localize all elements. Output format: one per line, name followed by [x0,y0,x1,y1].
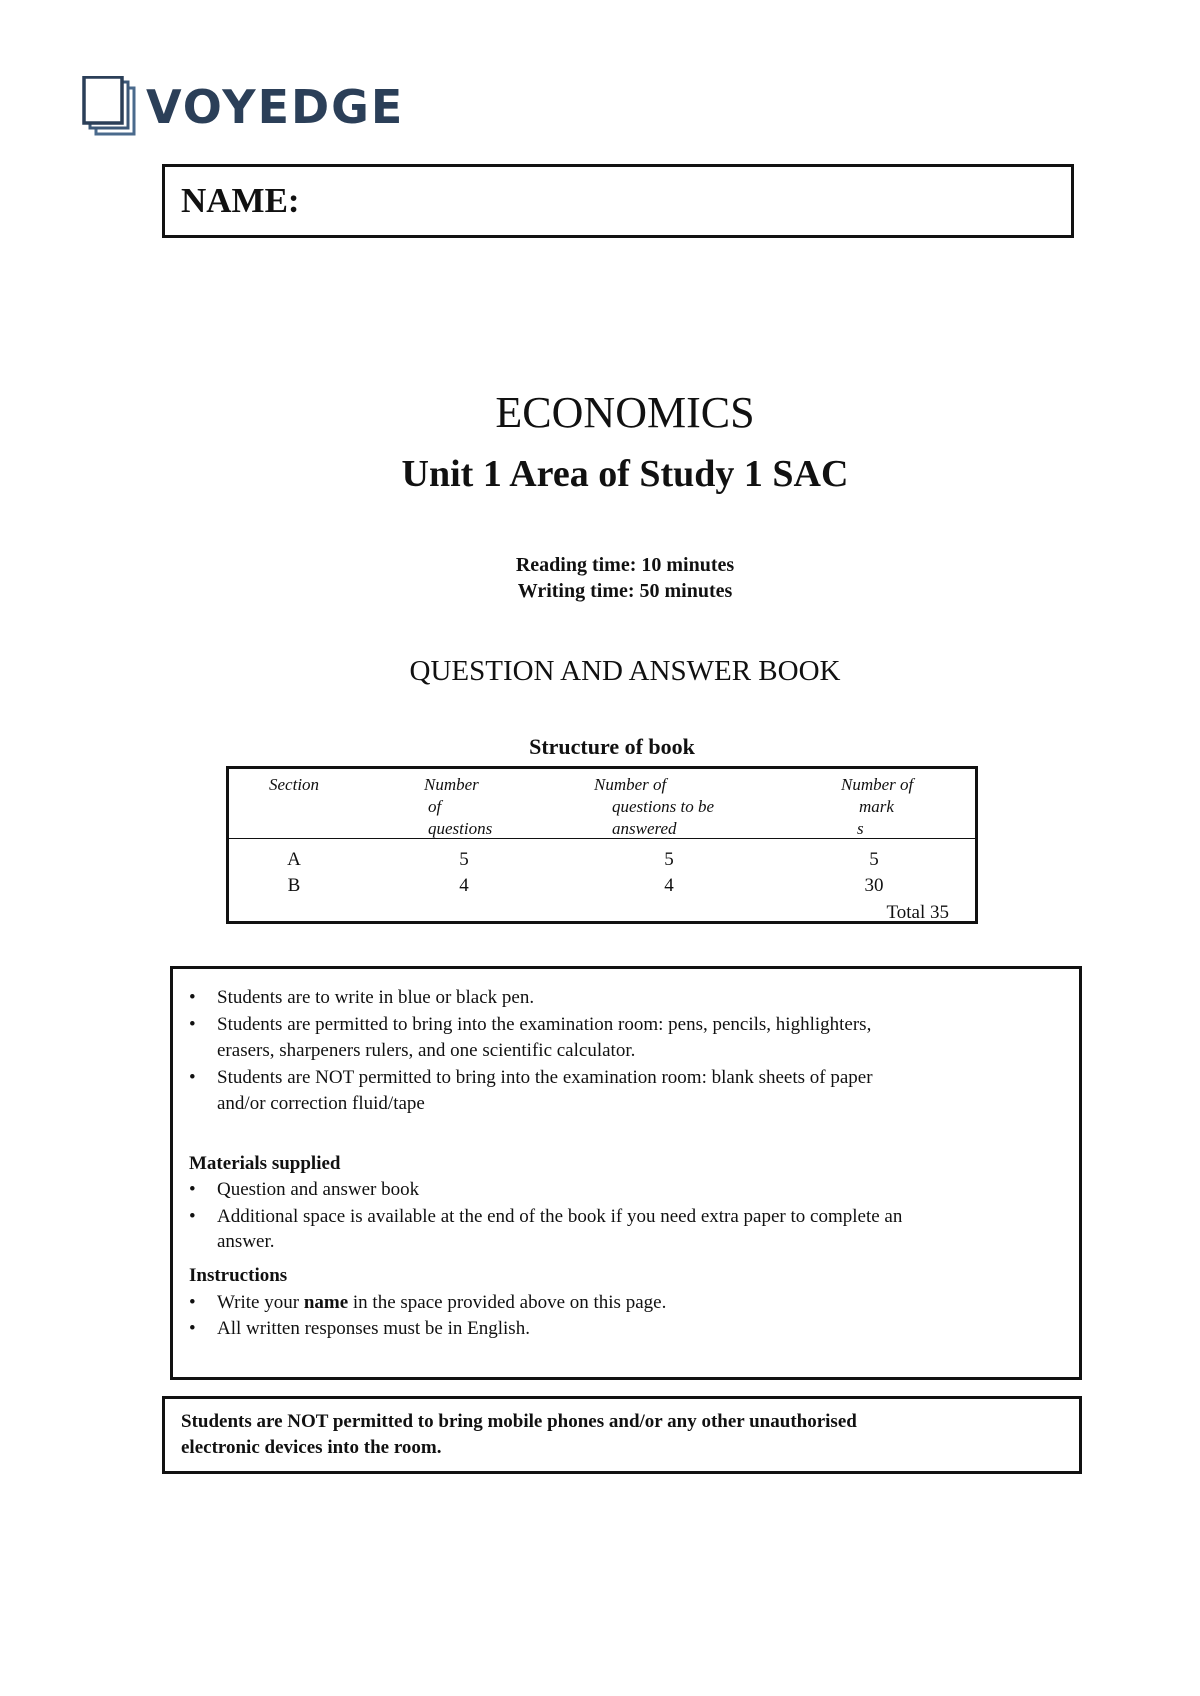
list-item-text: in the space provided above on this page. [348,1292,667,1313]
structure-table [226,766,978,924]
header-text: Number [424,775,479,794]
list-item-continuation [217,1091,425,1118]
header-text: of [428,797,442,816]
row-b-answered: 4 [664,875,674,896]
bullet-icon: • [189,1292,196,1313]
header-num-answered [594,774,774,840]
warning-text [181,1409,1041,1461]
row-b-section: B [287,875,301,896]
emphasis-text: name [303,1292,349,1313]
list-item [189,985,535,1012]
list-item-text: Additional space is available at the end of the book if you need extra paper to complete an [217,1206,903,1227]
header-text: mark [859,797,894,816]
bullet-icon: • [189,1179,196,1200]
list-item-text: and/or correction fluid/tape [217,1093,425,1114]
header-num-marks [841,774,961,840]
row-a-questions: 5 [459,849,469,870]
row-a-answered: 5 [664,849,674,870]
header-text: Number of [841,775,914,794]
warning-line: Students are NOT permitted to bring mobile phones and/or any other unauthorised [181,1411,857,1432]
row-a-section: A [287,849,301,870]
list-item [189,1065,873,1092]
list-item-text: Write your [217,1292,304,1313]
name-label: NAME: [181,181,300,220]
list-item [189,1316,530,1343]
list-item-text: answer. [217,1231,275,1252]
bullet-icon: • [189,987,196,1008]
list-item-text: erasers, sharpeners rulers, and one scientific calculator. [217,1040,636,1061]
bullet-icon: • [189,1066,196,1088]
total-marks: Total 35 [886,902,949,923]
warning-box [162,1396,1082,1474]
row-b-marks: 30 [864,875,884,896]
row-a-marks: 5 [869,849,879,870]
header-section: Section [269,775,320,794]
header-text: questions [428,819,493,838]
header-num-questions [424,774,544,840]
unit-title: Unit 1 Area of Study 1 SAC [401,453,849,495]
list-item-text: Students are permitted to bring into the examination room: pens, pencils, highlighters, [217,1013,872,1035]
list-item-continuation [217,1229,275,1256]
list-item-text: All written responses must be in English. [217,1318,530,1339]
bullet-icon: • [189,1318,196,1339]
materials-heading: Materials supplied [189,1153,341,1174]
stacked-pages-icon [82,76,138,138]
writing-time: Writing time: 50 minutes [517,580,733,602]
book-title: QUESTION AND ANSWER BOOK [409,655,841,687]
brand-name: VOYEDGE [146,80,405,134]
list-item [189,1012,872,1039]
list-item-text: Students are to write in blue or black pen. [217,987,535,1008]
header-text: questions to be [612,797,714,816]
header-text: s [857,819,864,838]
name-field-box[interactable] [162,164,1074,238]
subject-title: ECONOMICS [495,388,755,437]
header-text: Number of [594,775,667,794]
list-item [189,1177,420,1204]
list-item-continuation [217,1038,635,1065]
list-item-text: Question and answer book [217,1179,420,1200]
header-text: answered [612,819,677,838]
bullet-icon: • [189,1206,196,1227]
list-item-text: Students are NOT permitted to bring into the examination room: blank sheets of paper [217,1066,873,1088]
list-item [189,1204,903,1231]
reading-time: Reading time: 10 minutes [515,554,735,576]
header-divider [229,838,975,839]
instructions-box [170,966,1082,1380]
brand-logo [82,76,404,138]
row-b-questions: 4 [459,875,469,896]
structure-title: Structure of book [529,734,695,759]
instructions-heading: Instructions [189,1265,288,1286]
list-item [189,1290,667,1317]
warning-line: electronic devices into the room. [181,1437,442,1458]
bullet-icon: • [189,1013,196,1035]
